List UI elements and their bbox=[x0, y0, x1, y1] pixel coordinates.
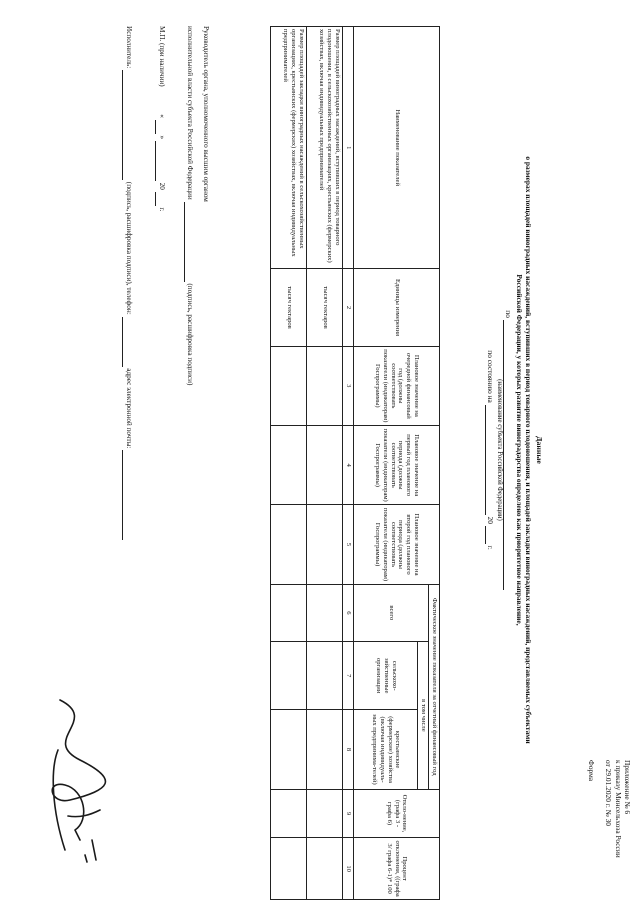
appendix-date: от 29.01.2020 г. № 30 bbox=[604, 760, 614, 826]
appendix-order: к приказу Минсельхоза России bbox=[613, 760, 623, 858]
executor-row bbox=[122, 26, 133, 896]
row-fact-farm-cell[interactable] bbox=[271, 710, 307, 789]
col-number: 1 bbox=[343, 27, 354, 269]
subject-name-field[interactable] bbox=[503, 320, 513, 590]
col-number: 3 bbox=[343, 346, 354, 425]
executor-label: Исполнитель: bbox=[124, 26, 133, 69]
row-indicator-name: Размер площадей закладки виноградных насаждений в сельскохозяйственных организациях, крестьянских (фермерских) хозяйствах, включая индивидуальных предпринимателей bbox=[271, 27, 307, 269]
row-percent-cell[interactable] bbox=[307, 838, 343, 900]
header-plan-first: Плановое значение на первый год планового периода (должны соответствовать показатели (индикаторам) Госпрограммы) bbox=[354, 425, 440, 504]
column-number-row bbox=[343, 27, 354, 900]
row-plan-second-cell[interactable] bbox=[307, 505, 343, 584]
row-plan-first-cell[interactable] bbox=[271, 425, 307, 504]
row-plan-second-cell[interactable] bbox=[271, 505, 307, 584]
title-block bbox=[485, 120, 544, 780]
seal-label: М.П. (при наличии) bbox=[157, 26, 166, 87]
col-number: 4 bbox=[343, 425, 354, 504]
col-number: 9 bbox=[343, 789, 354, 837]
subject-line bbox=[503, 120, 513, 780]
as-of-date-field[interactable] bbox=[485, 405, 495, 515]
po-prefix: по bbox=[504, 310, 514, 318]
doc-subtitle: о размерах площадей виноградных насаждений, вступивших в период товарного плодоношения, и площадей закладки виноградных насаждений, представляемых субъектами Российской Федерации, у которых развитие виноградарства определено как приоритетное направление, bbox=[515, 156, 534, 744]
header-fact: Фактическое значение показателя за отчетный финансовый год bbox=[429, 584, 440, 789]
col-number: 2 bbox=[343, 269, 354, 346]
row-fact-agri-cell[interactable] bbox=[307, 642, 343, 710]
appendix-block bbox=[586, 760, 632, 900]
row-plan-current-cell[interactable] bbox=[271, 346, 307, 425]
row-percent-cell[interactable] bbox=[271, 838, 307, 900]
col-number: 10 bbox=[343, 838, 354, 900]
as-of-year-prefix: 20 bbox=[486, 516, 496, 524]
row-indicator-name: Размер площадей виноградных насаждений, вступивших в период товарного плодоношения, в сельскохозяйственных организациях, крестьянских (фермерских) хозяйствах, включая индивидуальных предпринимателей bbox=[307, 27, 343, 269]
as-of-year-suffix: г. bbox=[486, 545, 496, 550]
head-caption: (подпись, расшифровка подписи) bbox=[186, 283, 195, 386]
col-number: 7 bbox=[343, 642, 354, 710]
header-fact-agri: сельскохо-зяйственные организации bbox=[354, 642, 418, 710]
executor-caption: (подпись, расшифровка подписи), телефон: bbox=[124, 181, 133, 315]
row-fact-agri-cell[interactable] bbox=[271, 642, 307, 710]
table-row bbox=[307, 27, 343, 900]
date-year-suffix: г. bbox=[157, 207, 166, 212]
head-line-2: исполнительной власти субъекта Российской Федерации bbox=[186, 26, 195, 200]
indicators-table bbox=[270, 26, 440, 900]
as-of-line bbox=[485, 120, 495, 780]
row-deviation-cell[interactable] bbox=[271, 789, 307, 837]
header-percent: Процент отклонения, ((графа 3/ графа 6-1)* 100 bbox=[354, 838, 440, 900]
subject-caption: (наименование субъекта Российской Федерации) bbox=[496, 379, 504, 521]
header-plan-second: Плановое значение на второй год планового периода (должны соответствовать показатели (индикаторам) Госпрограммы) bbox=[354, 505, 440, 584]
appendix-number: Приложение № 6 bbox=[623, 760, 632, 815]
row-fact-total-cell[interactable] bbox=[271, 584, 307, 641]
row-unit: тысяч гектаров bbox=[271, 269, 307, 346]
as-of-year-field[interactable] bbox=[485, 526, 495, 544]
header-row-1 bbox=[429, 27, 440, 900]
header-unit: Единицы измерения bbox=[354, 269, 440, 346]
date-year-field[interactable] bbox=[155, 192, 166, 206]
footer-block bbox=[122, 26, 210, 896]
form-label: Форма bbox=[586, 760, 596, 782]
table-row bbox=[271, 27, 307, 900]
header-name: Наименование показателей bbox=[354, 27, 440, 269]
row-plan-first-cell[interactable] bbox=[307, 425, 343, 504]
date-month-field[interactable] bbox=[155, 141, 166, 181]
email-label: адрес электронной почты: bbox=[124, 368, 133, 449]
head-line-2-row bbox=[184, 26, 195, 896]
col-number: 8 bbox=[343, 710, 354, 789]
doc-heading: Данные bbox=[535, 436, 544, 464]
date-quote-close: » bbox=[157, 135, 166, 140]
header-plan-current: Плановое значение на очередной финансовый год (должны соответствовать показатели (индикаторам) Госпрограммы) bbox=[354, 346, 440, 425]
header-deviation: Откло-нение, (графа 3 - графа 6) bbox=[354, 789, 440, 837]
row-fact-total-cell[interactable] bbox=[307, 584, 343, 641]
row-unit: тысяч гектаров bbox=[307, 269, 343, 346]
seal-row bbox=[155, 26, 166, 896]
handwritten-signature bbox=[30, 690, 120, 870]
date-day-field[interactable] bbox=[155, 120, 166, 134]
col-number: 5 bbox=[343, 505, 354, 584]
head-line-1: Руководитель органа, уполномоченного высшим органом bbox=[202, 26, 210, 202]
executor-phone-field[interactable] bbox=[122, 317, 133, 367]
row-deviation-cell[interactable] bbox=[307, 789, 343, 837]
header-including: в том числе bbox=[418, 642, 429, 790]
date-year-prefix: 20 bbox=[157, 182, 166, 190]
row-plan-current-cell[interactable] bbox=[307, 346, 343, 425]
col-number: 6 bbox=[343, 584, 354, 641]
header-fact-farm: крестьянские (фермерские) хозяйства (включая индивидуаль-ных предпринима-телей) bbox=[354, 710, 418, 789]
header-fact-total: всего bbox=[354, 584, 429, 641]
email-field[interactable] bbox=[122, 450, 133, 540]
row-fact-farm-cell[interactable] bbox=[307, 710, 343, 789]
head-signature-field[interactable] bbox=[184, 202, 195, 282]
date-quote-open: « bbox=[157, 114, 166, 118]
as-of-prefix: по состоянию на bbox=[486, 350, 496, 403]
executor-signature-field[interactable] bbox=[122, 70, 133, 180]
